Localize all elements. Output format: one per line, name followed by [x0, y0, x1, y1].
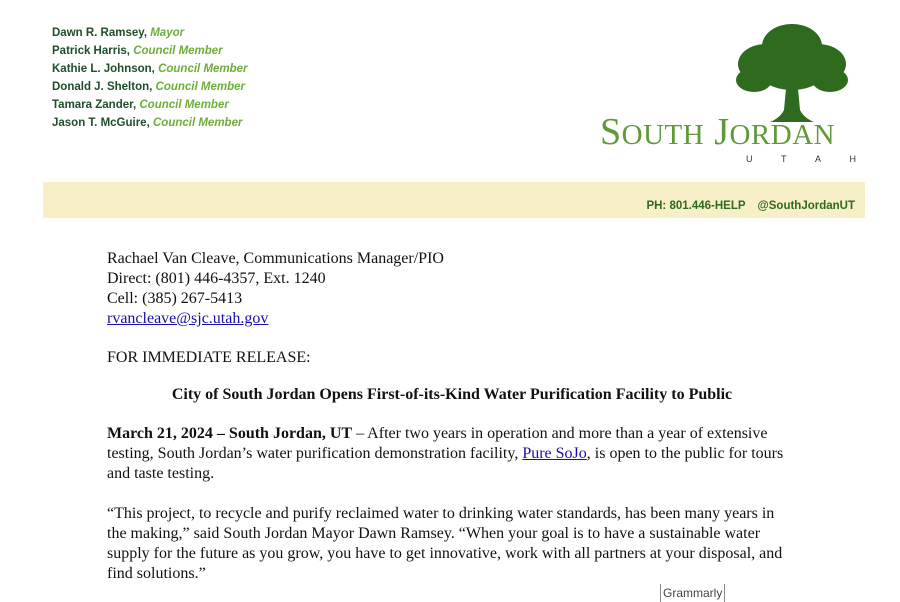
council-member: Jason T. McGuire, Council Member [52, 117, 243, 129]
council-member: Patrick Harris, Council Member [52, 45, 223, 57]
document-body [107, 249, 797, 584]
contact-info [646, 200, 855, 212]
brand-wordmark: SOUTH JORDAN [600, 111, 836, 153]
council-member: Tamara Zander, Council Member [52, 99, 229, 111]
pure-sojo-link[interactable]: Pure SoJo [522, 445, 587, 462]
council-member: Dawn R. Ramsey, Mayor [52, 27, 185, 39]
social-handle: @SouthJordanUT [757, 200, 855, 212]
council-list [52, 24, 248, 132]
pio-name-title: Rachael Van Cleave, Communications Manager/PIO [107, 250, 444, 267]
pio-email-link[interactable]: rvancleave@sjc.utah.gov [107, 310, 269, 327]
south-jordan-logo [600, 18, 860, 168]
dateline: March 21, 2024 – South Jordan, UT [107, 425, 353, 442]
utah-letters: U T A H [746, 154, 856, 164]
pio-contact [107, 249, 797, 329]
council-member: Kathie L. Johnson, Council Member [52, 63, 248, 75]
lead-paragraph: March 21, 2024 – South Jordan, UT – After two years in operation and more than a year of extensive testing, South Jordan’s water purification demonstration facility, Pure SoJo, is open to the public for tours and taste testing. [107, 425, 784, 482]
release-label: FOR IMMEDIATE RELEASE: [107, 349, 311, 366]
phone-number: PH: 801.446-HELP [646, 200, 746, 212]
press-headline: City of South Jordan Opens First-of-its-Kind Water Purification Facility to Public [171, 386, 733, 403]
pio-cell: Cell: (385) 267-5413 [107, 290, 243, 307]
quote-paragraph: “This project, to recycle and purify reclaimed water to drinking water standards, has been many years in the making,” said South Jordan Mayor Dawn Ramsey. “When your goal is to have a sustainable water supply for the future as you grow, you have to get innovative, work with all partners at your disposal, and find solutions.” [107, 505, 783, 582]
contact-band [43, 182, 865, 218]
pio-direct: Direct: (801) 446-4357, Ext. 1240 [107, 270, 326, 287]
grammarly-widget[interactable]: Grammarly [660, 584, 725, 602]
council-member: Donald J. Shelton, Council Member [52, 81, 245, 93]
